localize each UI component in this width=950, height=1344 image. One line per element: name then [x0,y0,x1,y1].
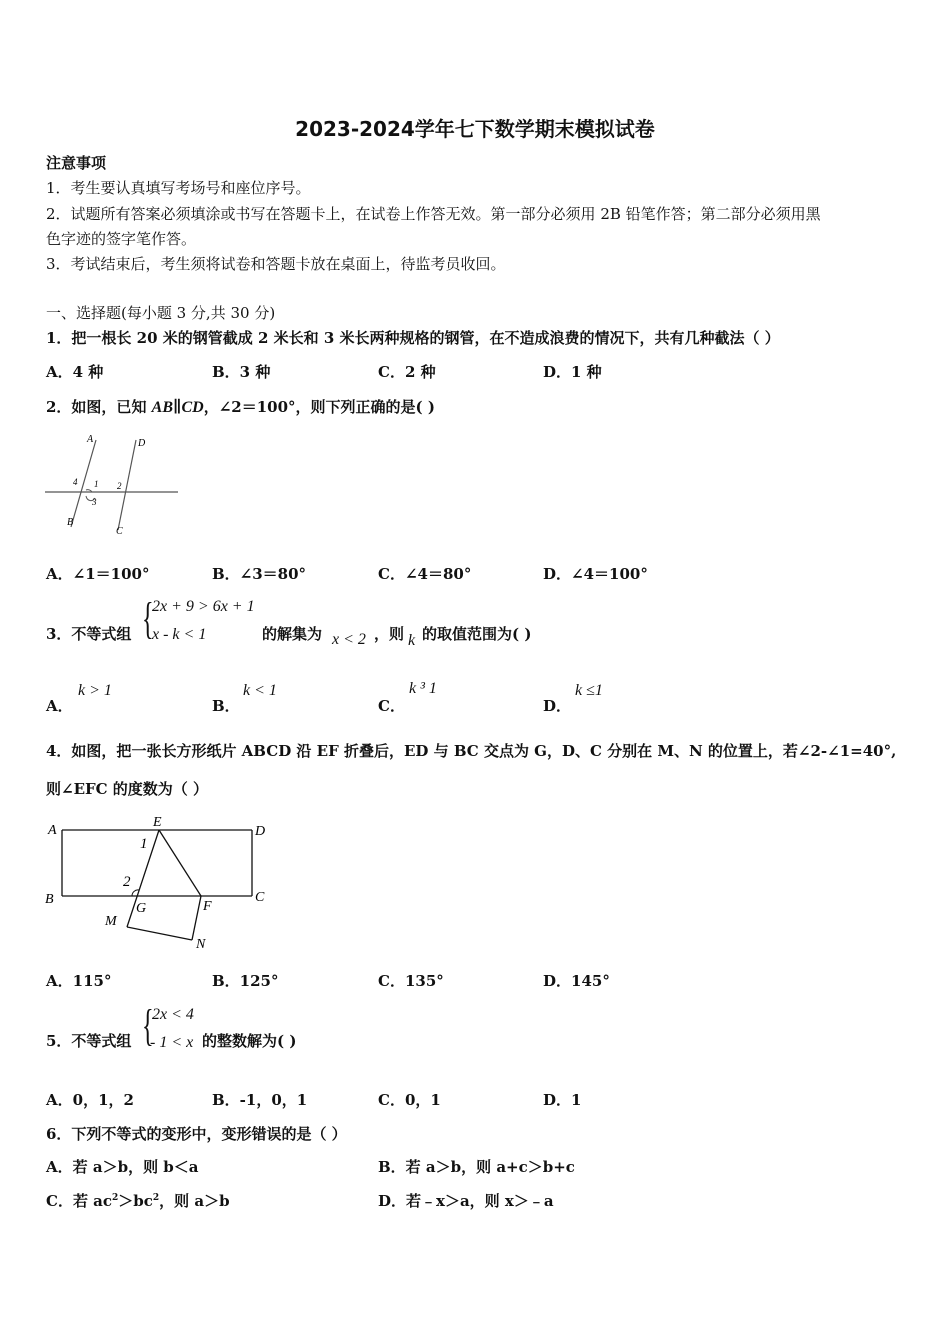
q6-option-c [46,1190,230,1211]
q3-k: k [408,632,416,649]
q3-option-a-math: k > 1 [78,682,112,699]
q3-inequality-1: 2x + 9 > 6x + 1 [152,598,255,615]
q6-c-sup-1: 2 [112,1193,119,1203]
fig4-label-g: G [136,901,147,916]
q3-option-c-label: C． [378,697,405,715]
q6-option-a: A．若 a＞b，则 b＜a [46,1158,199,1176]
question-6-text: 6．下列不等式的变形中，变形错误的是（ ） [46,1125,347,1143]
fig2-angle-3: 3 [92,497,97,507]
fold-mn [127,927,192,940]
q4-option-d: D．145° [543,972,610,990]
q5-end: 的整数解为( ) [202,1032,297,1050]
q3-option-d-label: D． [543,697,572,715]
q6-c-post: ，则 a＞b [159,1192,230,1210]
q2-math: AB∥CD [151,399,204,416]
q3-option-a-label: A． [46,697,73,715]
q3-option-b-label: B． [212,697,240,715]
q2-post: ，∠2＝100°，则下列正确的是( ) [203,398,435,416]
q3-mid: 的解集为 [262,625,323,643]
fig2-angle-1: 1 [94,479,99,489]
fig4-label-c: C [255,890,265,905]
fig4-label-f: F [203,899,212,914]
q6-c-mid: ＞bc [118,1192,153,1210]
q5-option-a: A．0，1，2 [46,1091,134,1109]
fig4-angle-2: 2 [123,874,131,890]
q3-label: 3．不等式组 [46,625,132,643]
question-4-line-2: 则∠EFC 的度数为（ ） [46,780,209,798]
fig4-label-n: N [196,937,206,952]
q4-option-b: B．125° [212,972,279,990]
q4-option-c: C．135° [378,972,444,990]
fig4-angle-1: 1 [140,836,148,852]
question-1-text: 1．把一根长 20 米的钢管截成 2 米长和 3 米长两种规格的钢管，在不造成浪费的情况下，共有几种截法（ ） [46,329,780,347]
note-item-2-cont: 色字迹的签字笔作答。 [46,230,197,248]
fig2-angle-2: 2 [117,481,122,491]
page-title: 2023-2024学年七下数学期末模拟试卷 [295,117,655,141]
section-heading: 一、选择题(每小题 3 分,共 30 分) [46,304,276,322]
fig2-label-d: D [138,438,146,449]
q5-option-d: D．1 [543,1091,582,1109]
q3-option-b-math: k < 1 [243,682,277,699]
q5-inequality-2: - 1 < x [150,1034,194,1051]
fig4-label-m: M [105,914,117,929]
note-item-1: 1．考生要认真填写考场号和座位序号。 [46,179,311,197]
q5-label: 5．不等式组 [46,1032,132,1050]
fig4-label-d: D [255,824,266,839]
fig2-label-c: C [116,526,123,537]
q6-option-d: D．若﹣x＞a，则 x＞﹣a [378,1192,554,1210]
q5-option-c: C．0，1 [378,1091,441,1109]
q2-option-a: A．∠1＝100° [46,565,150,583]
fold-fn [192,896,201,940]
q3-inequality-2: x - k < 1 [152,626,207,643]
q4-option-a: A．115° [46,972,112,990]
note-item-3: 3．考试结束后，考生须将试卷和答题卡放在桌面上，待监考员收回。 [46,255,506,273]
fold-ef [159,830,201,896]
q1-option-b: B．3 种 [212,363,271,381]
q2-option-b: B．∠3＝80° [212,565,307,583]
q2-option-c: C．∠4＝80° [378,565,472,583]
fig4-label-b: B [45,892,54,907]
fig2-angle-4: 4 [73,477,78,487]
q2-pre: 2．如图，已知 [46,398,152,416]
q5-brace: { [142,1001,154,1050]
q3-then: ，则 [374,625,405,643]
q1-option-d: D．1 种 [543,363,602,381]
parallel-lines-figure [40,432,185,542]
note-item-2: 2．试题所有答案必须填涂或书写在答题卡上，在试卷上作答无效。第一部分必须用 2B 铅笔作答；第二部分必须用黑 [46,205,821,223]
q5-inequality-1: 2x < 4 [152,1006,194,1023]
q2-option-d: D．∠4＝100° [543,565,648,583]
question-4-line-1: 4．如图，把一张长方形纸片 ABCD 沿 EF 折叠后，ED 与 BC 交点为 G，D、C 分别在 M、N 的位置上，若∠2-∠1=40°, [46,742,897,760]
q6-c-sup-2: 2 [152,1193,160,1203]
fig2-label-b: B [67,517,74,528]
q1-option-a: A．4 种 [46,363,104,381]
q3-brace: { [142,594,154,643]
q3-option-d-math: k ≤1 [575,682,603,699]
folded-rectangle-figure [40,810,280,955]
q5-option-b: B．-1，0，1 [212,1091,308,1109]
q3-end: 的取值范围为( ) [422,625,532,643]
q3-option-c-math: k ³ 1 [409,680,437,697]
question-2-text [46,396,435,417]
fig2-label-a: A [87,434,94,445]
q1-option-c: C．2 种 [378,363,436,381]
q3-solution: x < 2 [332,631,366,648]
fig4-label-e: E [153,815,162,830]
q6-option-b: B．若 a＞b，则 a+c＞b+c [378,1158,575,1176]
q6-c-pre: C．若 ac [46,1192,113,1210]
fig4-label-a: A [48,823,57,838]
notes-heading: 注意事项 [46,154,107,172]
